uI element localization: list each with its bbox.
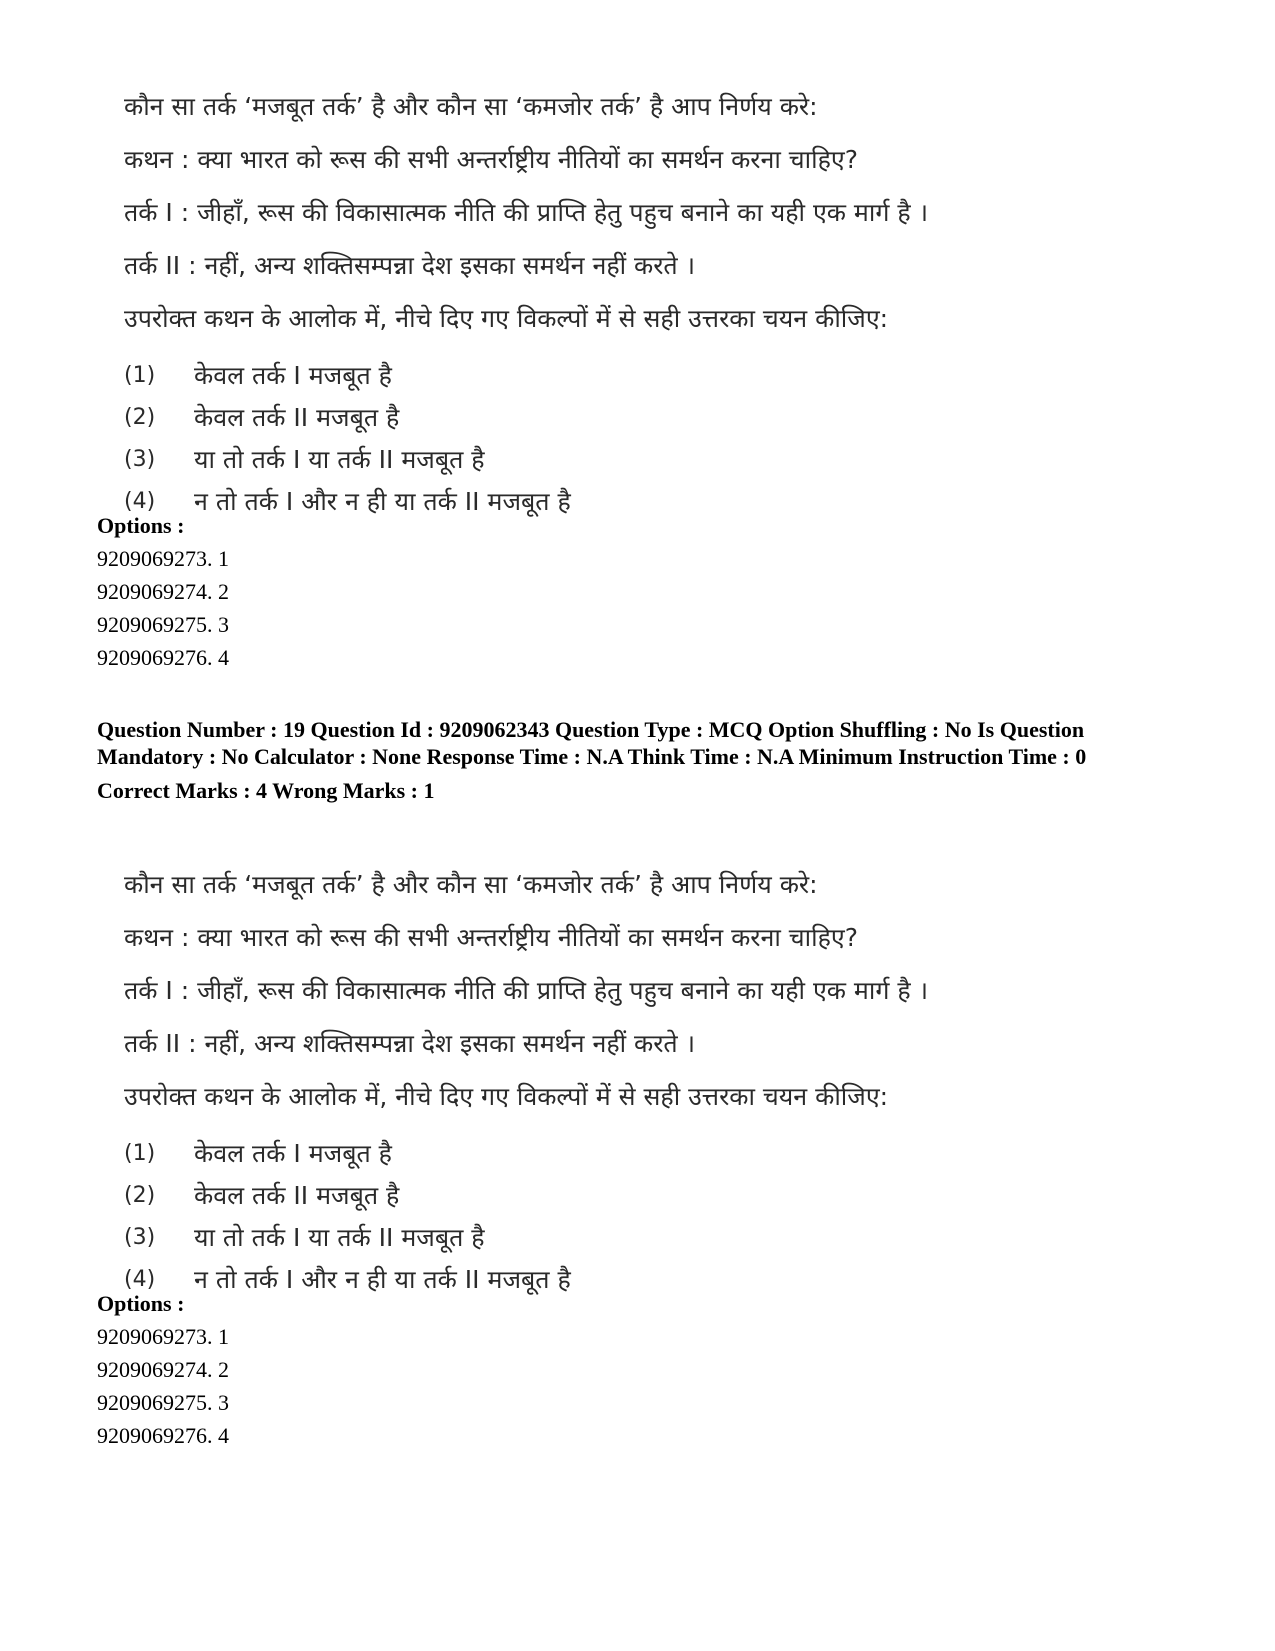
choice-number: (3)	[124, 1225, 156, 1250]
choice-text: या तो तर्क I या तर्क II मजबूत है	[194, 445, 485, 474]
choice-text: न तो तर्क I और न ही या तर्क II मजबूत है	[194, 487, 571, 516]
choice-number: (2)	[124, 405, 156, 430]
question-prompt: उपरोक्त कथन के आलोक में, नीचे दिए गए विकल्पों में से सही उत्तरका चयन कीजिए:	[124, 1082, 889, 1111]
options-section-2	[97, 1287, 1187, 1452]
choice-text: या तो तर्क I या तर्क II मजबूत है	[194, 1223, 485, 1252]
choice-text: केवल तर्क II मजबूत है	[194, 403, 400, 432]
choice-number: (1)	[124, 1141, 156, 1166]
option-id: 9209069276. 4	[97, 645, 229, 670]
question-image-1	[124, 80, 1004, 523]
question-meta: Question Number : 19 Question Id : 9209062343 Question Type : MCQ Option Shuffling : No Is Question Mandatory : No Calculator : None Response Time : N.A Think Time : N.A Minimum Instruction Time : 0	[97, 717, 1087, 769]
question-image-2	[124, 858, 1004, 1301]
argument-two: तर्क II : नहीं, अन्य शक्तिसम्पन्ना देश इसका समर्थन नहीं करते ।	[124, 251, 696, 280]
choice-text: केवल तर्क I मजबूत है	[194, 361, 392, 390]
choice-item	[124, 397, 1004, 439]
option-id: 9209069273. 1	[97, 1324, 229, 1349]
question-prompt: उपरोक्त कथन के आलोक में, नीचे दिए गए विकल्पों में से सही उत्तरका चयन कीजिए:	[124, 304, 889, 333]
option-id: 9209069274. 2	[97, 579, 229, 604]
argument-one: तर्क I : जीहाँ, रूस की विकासात्मक नीति की प्राप्ति हेतु पहुच बनाने का यही एक मार्ग है ।	[124, 976, 929, 1005]
question-instruction: कौन सा तर्क ‘मजबूत तर्क’ है और कौन सा ‘कमजोर तर्क’ है आप निर्णय करे:	[124, 92, 818, 121]
question-marks: Correct Marks : 4 Wrong Marks : 1	[97, 778, 435, 803]
choice-item	[124, 355, 1004, 397]
choice-number: (4)	[124, 1267, 156, 1292]
choice-number: (4)	[124, 489, 156, 514]
options-label: Options :	[97, 1291, 185, 1316]
option-id: 9209069274. 2	[97, 1357, 229, 1382]
choice-number: (2)	[124, 1183, 156, 1208]
option-id: 9209069273. 1	[97, 546, 229, 571]
choice-text: न तो तर्क I और न ही या तर्क II मजबूत है	[194, 1265, 571, 1294]
choice-number: (3)	[124, 447, 156, 472]
options-section-1	[97, 509, 1187, 674]
argument-one: तर्क I : जीहाँ, रूस की विकासात्मक नीति की प्राप्ति हेतु पहुच बनाने का यही एक मार्ग है ।	[124, 198, 929, 227]
choice-number: (1)	[124, 363, 156, 388]
option-id: 9209069276. 4	[97, 1423, 229, 1448]
choice-item	[124, 1217, 1004, 1259]
option-id: 9209069275. 3	[97, 612, 229, 637]
choice-item	[124, 439, 1004, 481]
question-header	[97, 716, 1187, 807]
question-statement: कथन : क्या भारत को रूस की सभी अन्तर्राष्ट्रीय नीतियों का समर्थन करना चाहिए?	[124, 923, 859, 952]
argument-two: तर्क II : नहीं, अन्य शक्तिसम्पन्ना देश इसका समर्थन नहीं करते ।	[124, 1029, 696, 1058]
option-id: 9209069275. 3	[97, 1390, 229, 1415]
question-statement: कथन : क्या भारत को रूस की सभी अन्तर्राष्ट्रीय नीतियों का समर्थन करना चाहिए?	[124, 145, 859, 174]
choice-text: केवल तर्क I मजबूत है	[194, 1139, 392, 1168]
options-label: Options :	[97, 513, 185, 538]
question-instruction: कौन सा तर्क ‘मजबूत तर्क’ है और कौन सा ‘कमजोर तर्क’ है आप निर्णय करे:	[124, 870, 818, 899]
choice-item	[124, 1133, 1004, 1175]
choice-text: केवल तर्क II मजबूत है	[194, 1181, 400, 1210]
choice-item	[124, 1175, 1004, 1217]
